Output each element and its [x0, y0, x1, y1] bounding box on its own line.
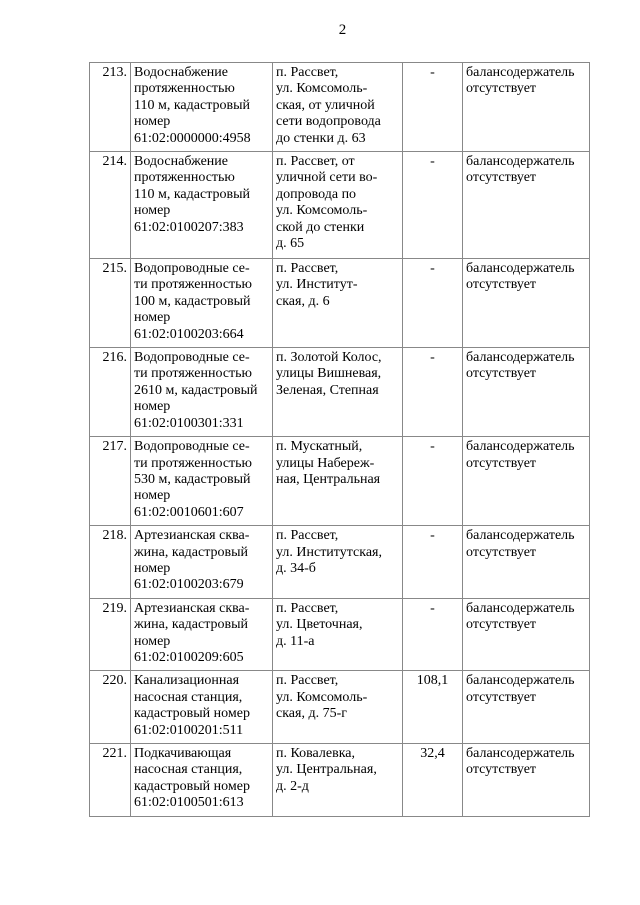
object-name: Водопроводные се- ти протяженностью 530 м, кадастровый номер 61:02:0010601:607 [131, 437, 273, 526]
object-value: - [403, 63, 463, 152]
row-number: 213. [90, 63, 131, 152]
row-number: 214. [90, 152, 131, 259]
table-row [90, 348, 590, 437]
object-address: п. Мускатный, улицы Набереж- ная, Центральная [273, 437, 403, 526]
row-number: 221. [90, 744, 131, 817]
balance-holder: балансодержатель отсутствует [463, 744, 590, 817]
object-value: - [403, 598, 463, 671]
registry-table [89, 62, 590, 817]
object-name: Водопроводные се- ти протяженностью 100 м, кадастровый номер 61:02:0100203:664 [131, 259, 273, 348]
balance-holder: балансодержатель отсутствует [463, 259, 590, 348]
balance-holder: балансодержатель отсутствует [463, 152, 590, 259]
object-address: п. Рассвет, ул. Институт- ская, д. 6 [273, 259, 403, 348]
object-name: Водопроводные се- ти протяженностью 2610 м, кадастровый номер 61:02:0100301:331 [131, 348, 273, 437]
object-address: п. Рассвет, ул. Комсомоль- ская, д. 75-г [273, 671, 403, 744]
table-row [90, 63, 590, 152]
object-address: п. Рассвет, ул. Институтская, д. 34-б [273, 526, 403, 599]
row-number: 220. [90, 671, 131, 744]
row-number: 216. [90, 348, 131, 437]
object-name: Артезианская сква- жина, кадастровый номер 61:02:0100203:679 [131, 526, 273, 599]
table-row [90, 152, 590, 259]
balance-holder: балансодержатель отсутствует [463, 348, 590, 437]
table-row [90, 526, 590, 599]
object-value: - [403, 526, 463, 599]
object-address: п. Рассвет, от уличной сети во- допровода по ул. Комсомоль- ской до стенки д. 65 [273, 152, 403, 259]
row-number: 217. [90, 437, 131, 526]
object-value: - [403, 348, 463, 437]
object-address: п. Рассвет, ул. Цветочная, д. 11-а [273, 598, 403, 671]
object-value: - [403, 437, 463, 526]
table-row [90, 671, 590, 744]
object-name: Водоснабжение протяженностью 110 м, кадастровый номер 61:02:0100207:383 [131, 152, 273, 259]
object-name: Подкачивающая насосная станция, кадастровый номер 61:02:0100501:613 [131, 744, 273, 817]
table-row [90, 598, 590, 671]
object-name: Водоснабжение протяженностью 110 м, кадастровый номер 61:02:0000000:4958 [131, 63, 273, 152]
object-address: п. Рассвет, ул. Комсомоль- ская, от уличной сети водопровода до стенки д. 63 [273, 63, 403, 152]
row-number: 215. [90, 259, 131, 348]
object-value: - [403, 259, 463, 348]
balance-holder: балансодержатель отсутствует [463, 526, 590, 599]
row-number: 219. [90, 598, 131, 671]
object-name: Канализационная насосная станция, кадастровый номер 61:02:0100201:511 [131, 671, 273, 744]
table-row [90, 259, 590, 348]
object-name: Артезианская сква- жина, кадастровый номер 61:02:0100209:605 [131, 598, 273, 671]
balance-holder: балансодержатель отсутствует [463, 63, 590, 152]
balance-holder: балансодержатель отсутствует [463, 437, 590, 526]
object-address: п. Ковалевка, ул. Центральная, д. 2-д [273, 744, 403, 817]
page-number: 2 [338, 22, 347, 38]
object-value: 108,1 [403, 671, 463, 744]
table-row [90, 437, 590, 526]
row-number: 218. [90, 526, 131, 599]
balance-holder: балансодержатель отсутствует [463, 598, 590, 671]
balance-holder: балансодержатель отсутствует [463, 671, 590, 744]
object-value: 32,4 [403, 744, 463, 817]
object-value: - [403, 152, 463, 259]
table-row [90, 744, 590, 817]
object-address: п. Золотой Колос, улицы Вишневая, Зеленая, Степная [273, 348, 403, 437]
